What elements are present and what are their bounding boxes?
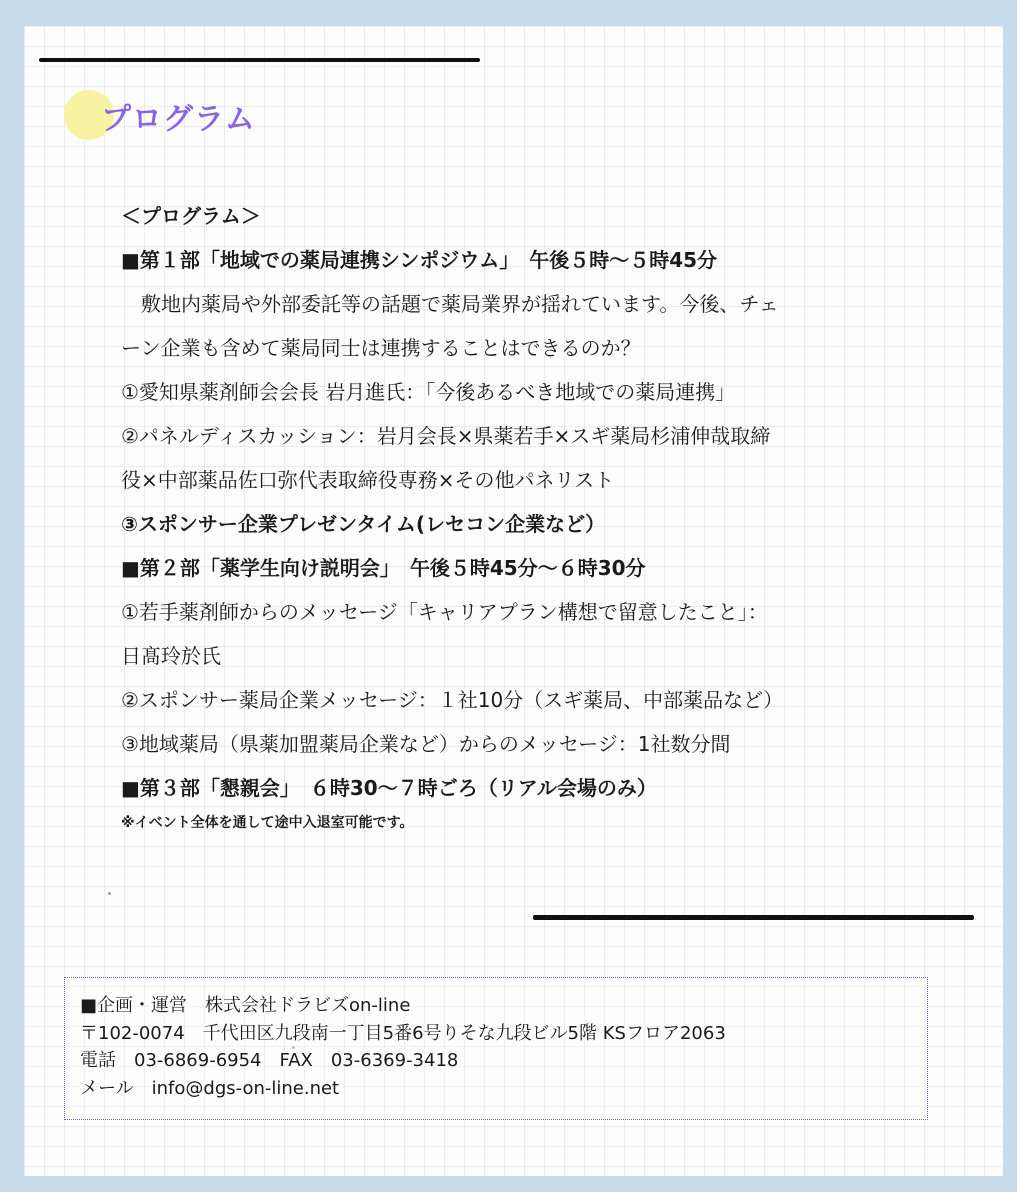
email-line: メール info@dgs-on-line.net: [80, 1077, 340, 1099]
paper-speck: [108, 892, 111, 895]
top-divider-line: [39, 58, 480, 62]
flyer-page: [24, 26, 1003, 1176]
part2-item-message-continued: 日髙玲於氏: [121, 644, 221, 668]
part2-item-message: ①若手薬剤師からのメッセージ「キャリアプラン構想で留意したこと」：: [121, 600, 768, 624]
bottom-divider-line: [533, 915, 974, 920]
section-title: プログラム: [101, 102, 256, 137]
part1-item-keynote: ①愛知県薬剤師会会長 岩月進氏：「今後あるべき地域での薬局連携」: [121, 380, 736, 404]
part1-description-line: ーン企業も含めて薬局同士は連携することはできるのか？: [121, 336, 641, 360]
program-heading: ＜プログラム＞: [121, 204, 261, 228]
part2-item-sponsor: ②スポンサー薬局企業メッセージ：１社10分（スギ薬局、中部薬品など）: [121, 688, 784, 712]
part2-heading: ■第２部「薬学生向け説明会」 午後５時45分～６時30分: [121, 556, 646, 580]
attendance-note: ※イベント全体を通して途中入退室可能です。: [121, 815, 414, 831]
part1-heading: ■第１部「地域での薬局連携シンポジウム」 午後５時～５時45分: [121, 248, 718, 272]
part1-description-line: 敷地内薬局や外部委託等の話題で薬局業界が揺れています。今後、チェ: [121, 292, 779, 316]
part1-item-sponsor: ③スポンサー企業プレゼンタイム(レセコン企業など）: [121, 512, 606, 536]
phone-fax-line: 電話 03-6869-6954 FAX 03-6369-3418: [80, 1050, 459, 1071]
contact-box: [64, 977, 928, 1120]
address-line: 〒102-0074 千代田区九段南一丁目5番6号りそな九段ビル5階 KSフロア2063: [80, 1022, 726, 1044]
program-body: [121, 194, 921, 836]
part1-item-panel-continued: 役×中部薬品佐口弥代表取締役専務×その他パネリスト: [121, 468, 615, 492]
contact-info: [80, 992, 726, 1102]
part2-item-local: ③地域薬局（県薬加盟薬局企業など）からのメッセージ：1社数分間: [121, 732, 731, 756]
part1-item-panel: ②パネルディスカッション：岩月会長×県薬若手×スギ薬局杉浦伸哉取締: [121, 424, 771, 448]
part3-heading: ■第３部「懇親会」 ６時30～７時ごろ（リアル会場のみ）: [121, 776, 657, 800]
organizer-line: ■企画・運営 株式会社ドラビズon-line: [80, 995, 411, 1016]
